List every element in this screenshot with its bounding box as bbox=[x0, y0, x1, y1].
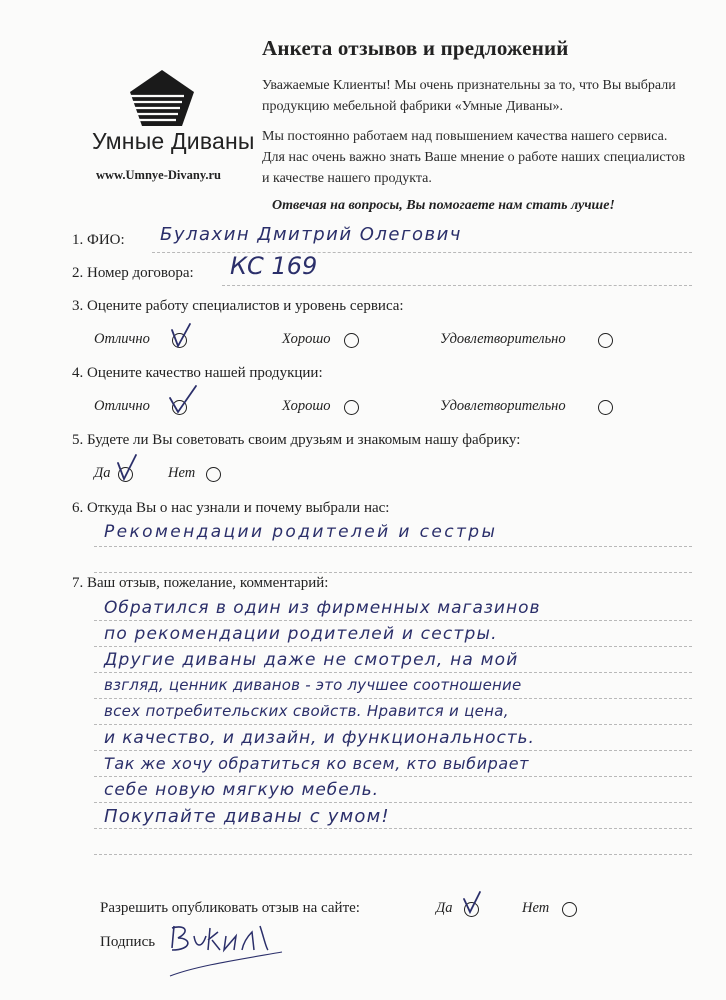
q4-label: 4. Оцените качество нашей продукции: bbox=[72, 365, 323, 381]
q5-radio-no[interactable] bbox=[206, 467, 221, 482]
q7-answer-line[interactable]: себе новую мягкую мебель. bbox=[104, 780, 380, 800]
intro-paragraph-2: Мы постоянно работаем над повышением качества нашего сервиса. Для нас очень важно знать Ваше мнение о работе наших специалистов и качестве нашего продукта. bbox=[262, 129, 686, 186]
q2-answer-line bbox=[222, 285, 692, 286]
q6-label: 6. Откуда Вы о нас узнали и почему выбрали нас: bbox=[72, 500, 390, 516]
q5-option-yes: Да bbox=[94, 465, 111, 481]
website-url: www.Umnye-Divany.ru bbox=[96, 168, 222, 182]
intro-paragraph-1: Уважаемые Клиенты! Мы очень признательны за то, что Вы выбрали продукцию мебельной фабрики «Умные Диваны». bbox=[262, 78, 676, 114]
brand-name: Умные Диваны bbox=[92, 128, 255, 154]
q4-option-satisfactory: Удовлетворительно bbox=[440, 398, 566, 414]
publish-radio-no[interactable] bbox=[562, 902, 577, 917]
publish-option-yes: Да bbox=[436, 900, 453, 916]
q7-line bbox=[94, 698, 692, 699]
q7-answer-line[interactable]: по рекомендации родителей и сестры. bbox=[104, 624, 498, 644]
signature-label: Подпись bbox=[100, 934, 156, 950]
q7-answer-line[interactable]: всех потребительских свойств. Нравится и цена, bbox=[104, 702, 509, 720]
q2-answer[interactable]: КС 169 bbox=[230, 252, 318, 280]
q3-label: 3. Оцените работу специалистов и уровень сервиса: bbox=[72, 298, 404, 314]
signature-image bbox=[156, 918, 286, 980]
q4-option-good: Хорошо bbox=[282, 398, 331, 414]
publish-checkmark-icon bbox=[460, 890, 484, 916]
form-title: Анкета отзывов и предложений bbox=[262, 36, 569, 60]
q7-answer-line[interactable]: Другие диваны даже не смотрел, на мой bbox=[104, 650, 519, 670]
q7-line bbox=[94, 620, 692, 621]
q7-line bbox=[94, 802, 692, 803]
q1-answer[interactable]: Булахин Дмитрий Олегович bbox=[160, 224, 462, 245]
q3-option-satisfactory: Удовлетворительно bbox=[440, 331, 566, 347]
q1-label: 1. ФИО: bbox=[72, 232, 125, 248]
q3-radio-satisfactory[interactable] bbox=[598, 333, 613, 348]
slogan: Отвечая на вопросы, Вы помогаете нам стать лучше! bbox=[272, 198, 615, 213]
q3-radio-good[interactable] bbox=[344, 333, 359, 348]
q7-label: 7. Ваш отзыв, пожелание, комментарий: bbox=[72, 575, 329, 591]
publish-option-no: Нет bbox=[522, 900, 550, 916]
q7-answer-line[interactable]: и качество, и дизайн, и функциональность. bbox=[104, 728, 535, 748]
q4-radio-good[interactable] bbox=[344, 400, 359, 415]
q6-answer[interactable]: Рекомендации родителей и сестры bbox=[104, 522, 498, 542]
q7-answer-line[interactable]: Так же хочу обратиться ко всем, кто выбирает bbox=[104, 754, 530, 773]
q7-line bbox=[94, 776, 692, 777]
q3-option-good: Хорошо bbox=[282, 331, 331, 347]
q7-line bbox=[94, 750, 692, 751]
q7-line bbox=[94, 854, 692, 855]
q4-radio-satisfactory[interactable] bbox=[598, 400, 613, 415]
q3-checkmark-icon bbox=[168, 322, 194, 350]
q4-option-excellent: Отлично bbox=[94, 398, 150, 414]
publish-label: Разрешить опубликовать отзыв на сайте: bbox=[100, 900, 360, 916]
q2-label: 2. Номер договора: bbox=[72, 265, 194, 281]
q6-line-2 bbox=[94, 572, 692, 573]
brand-logo-icon bbox=[128, 68, 196, 128]
q7-line bbox=[94, 646, 692, 647]
q7-answer-line[interactable]: взгляд, ценник диванов - это лучшее соотношение bbox=[104, 676, 522, 694]
q6-line-1 bbox=[94, 546, 692, 547]
q7-line bbox=[94, 672, 692, 673]
q7-answer-line[interactable]: Покупайте диваны с умом! bbox=[104, 806, 390, 827]
q5-checkmark-icon bbox=[114, 453, 140, 483]
q4-checkmark-icon bbox=[166, 384, 200, 416]
q3-option-excellent: Отлично bbox=[94, 331, 150, 347]
q7-line bbox=[94, 724, 692, 725]
q7-answer-line[interactable]: Обратился в один из фирменных магазинов bbox=[104, 598, 541, 618]
q7-line bbox=[94, 828, 692, 829]
q5-label: 5. Будете ли Вы советовать своим друзьям и знакомым нашу фабрику: bbox=[72, 432, 521, 448]
q5-option-no: Нет bbox=[168, 465, 196, 481]
